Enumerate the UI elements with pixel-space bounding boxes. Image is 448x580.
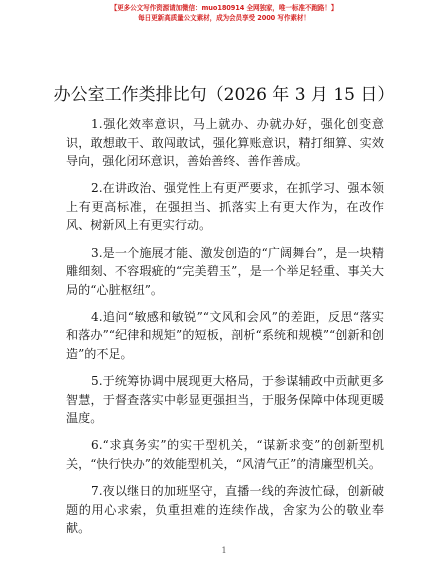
paragraph-2: 2.在讲政治、强党性上有更严要求，在抓学习、强本领上有更高标准，在强担当、抓落实上有更大作为，在改作风、树新风上有更实行动。 xyxy=(66,181,384,233)
promo-banner-line-1: 【更多公文写作资源请加微信：muo180914 全网独家，唯一标准不跑路！】 xyxy=(110,4,338,12)
paragraph-7: 7.夜以继日的加班坚守，直播一线的奔波忙碌，创新破题的用心求索，负重担难的连续作战，舍家为公的敬业奉献。 xyxy=(66,484,384,536)
paragraph-5: 5.于统筹协调中展现更大格局，于参谋辅政中贡献更多智慧，于督查落实中彰显更强担当，于服务保障中体现更暖温度。 xyxy=(66,374,384,426)
promo-banner-line-2: 每日更新高质量公文素材，成为会员享受 2000 写作素材！ xyxy=(138,14,310,22)
paragraph-3: 3.是一个施展才能、激发创造的“广阔舞台”，是一块精雕细刻、不容瑕疵的“完美碧玉”，是一个举足轻重、事关大局的“心脏枢纽”。 xyxy=(66,245,384,297)
paragraph-1: 1.强化效率意识，马上就办、办就办好，强化创变意识，敢想敢干、敢闯敢试，强化算账意识，精打细算、实效导向，强化闭环意识，善始善终、善作善成。 xyxy=(66,117,384,169)
document-title: 办公室工作类排比句（2026 年 3 月 15 日） xyxy=(53,85,395,105)
paragraph-6: 6.“求真务实”的实干型机关，“谋新求变”的创新型机关，“快行快办”的效能型机关，“风清气正”的清廉型机关。 xyxy=(66,438,384,471)
document-body xyxy=(66,115,384,546)
paragraph-4: 4.追问“敏感和敏锐”“文风和会风”的差距，反思“落实和落办”“纪律和规矩”的短板，剖析“系统和规模”“创新和创造”的不足。 xyxy=(66,309,384,362)
page-number: 1 xyxy=(221,546,227,555)
